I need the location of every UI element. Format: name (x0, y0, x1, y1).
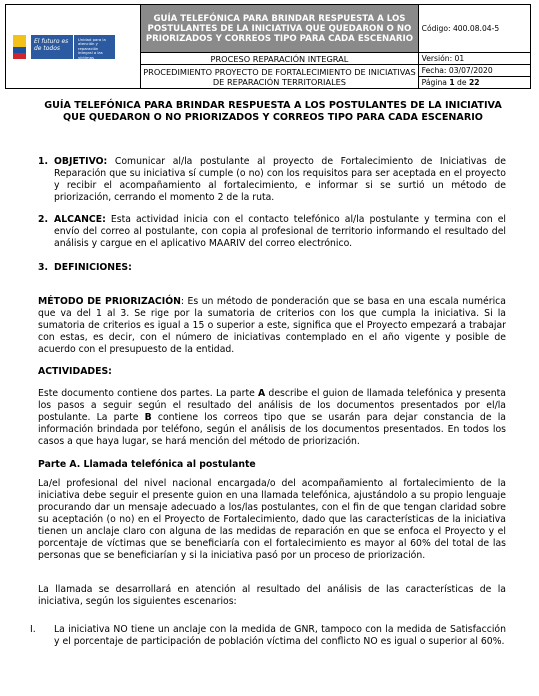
header-page-number: Página 1 de 22 (418, 77, 530, 89)
header-procedure: PROCEDIMIENTO PROYECTO DE FORTALECIMIENTO DE INICIATIVAS DE REPARACIÓN TERRITORIALES (141, 65, 418, 89)
colombia-flag-icon (13, 35, 26, 59)
metodo-text: : Es un método de ponderación que se basa en una escala numérica que va del 1 al 3. Se rige por la sumatoria de criterios con los que cumpla la iniciativa. Si la sumatoria de criterios es igual a 15 o superior a este, significa que el Proyecto empezará a trabajar con estas, es decir, con el número de iniciativas contemplado en el año vigente y posible de acuerdo con el presupuesto de la entidad. (38, 296, 506, 355)
escenarios-text: La llamada se desarrollará en atención al resultado del análisis de las características de la iniciativa, según los siguientes escenarios: (38, 584, 506, 607)
actividades-text: Este documento contiene dos partes. La parte A describe el guion de llamada telefónica y presenta los pasos a seguir según el resultado del análisis de los documentos presentados por el/la postulante. La parte B contiene los correos tipo que se usarán para dejar constancia de la información brindada por teléfono, según el análisis de los documentos presentados. En todos los casos a que haya lugar, se hará mención del método de priorización. (38, 388, 507, 447)
section-objetivo (54, 156, 506, 204)
alcance-text: Esta actividad inicia con el contacto telefónico al/la postulante y termina con el envío del correo al postulante, con copia al profesional de territorio informando el resultado del análisis y cargue en el aplicativo MAARIV del correo electrónico. (54, 214, 506, 249)
actividades-heading: ACTIVIDADES: (38, 366, 112, 377)
section-2-number: 2. (38, 214, 49, 225)
objetivo-heading: OBJETIVO: (54, 156, 108, 167)
header-title: GUÍA TELEFÓNICA PARA BRINDAR RESPUESTA A LOS POSTULANTES DE LA INICIATIVA QUE QUEDARON O NO PRIORIZADOS Y CORREOS TIPO PARA CADA ESCENARIO (141, 5, 418, 53)
part-a-heading: Parte A. Llamada telefónica al postulante (38, 459, 256, 470)
header-process: PROCESO REPARACIÓN INTEGRAL (141, 53, 418, 65)
header-version: Versión: 01 (418, 53, 530, 65)
document-title: GUÍA TELEFÓNICA PARA BRINDAR RESPUESTA A LOS POSTULANTES DE LA INICIATIVA QUE QUEDARON O NO PRIORIZADOS Y CORREOS TIPO PARA CADA ESCENARIO (44, 100, 502, 123)
section-3-number: 3. (38, 262, 49, 273)
government-logo (13, 33, 117, 60)
document-header (5, 4, 531, 89)
scenario-1-number: I. (30, 624, 36, 635)
objetivo-text: Comunicar al/la postulante al proyecto de Fortalecimiento de Iniciativas de Reparación que su iniciativa sí cumple (o no) con los requisitos para ser aceptada en el proyecto y recibir el acompañamiento al fortalecimiento, e informar si se surtió un método de priorización, cerrando el momento 2 de la ruta. (54, 156, 506, 203)
logo-main-text: El futuro es de todos (31, 35, 73, 59)
logo-unit-text: Unidad para la atención y reparación integral a las víctimas (73, 35, 115, 59)
metodo-definition (38, 296, 506, 356)
definiciones-heading: DEFINICIONES: (54, 262, 132, 273)
logo-cell (6, 5, 141, 89)
part-a-text: La/el profesional del nivel nacional encargada/o del acompañamiento al fortalecimiento de la iniciativa debe seguir el presente guion en una llamada telefónica, ajustándolo a su propio lenguaje procurando dar un mensaje adecuado a los/las postulantes, con el fin de que tengan claridad sobre su aceptación (o no) en el Proyecto de Fortalecimiento, dado que las características de la iniciativa tienen un anclaje claro con alguna de las medidas de reparación en que se enfoca el Proyecto y el porcentaje de víctimas que se beneficiaría con el fortalecimiento es mayor al 60% del total de las personas que se beneficiarían y si la iniciativa pasó por un proceso de priorización. (38, 478, 506, 561)
alcance-heading: ALCANCE: (54, 214, 106, 225)
header-code: Código: 400.08.04-5 (418, 5, 530, 53)
metodo-heading: MÉTODO DE PRIORIZACIÓN (38, 296, 181, 307)
section-alcance (54, 214, 506, 250)
section-1-number: 1. (38, 156, 49, 167)
scenario-1-text: La iniciativa NO tiene un anclaje con la medida de GNR, tampoco con la medida de Satisfacción y el porcentaje de participación de población víctima del conflicto NO es igual o superior al 60%. (54, 624, 506, 647)
header-date: Fecha: 03/07/2020 (418, 65, 530, 77)
